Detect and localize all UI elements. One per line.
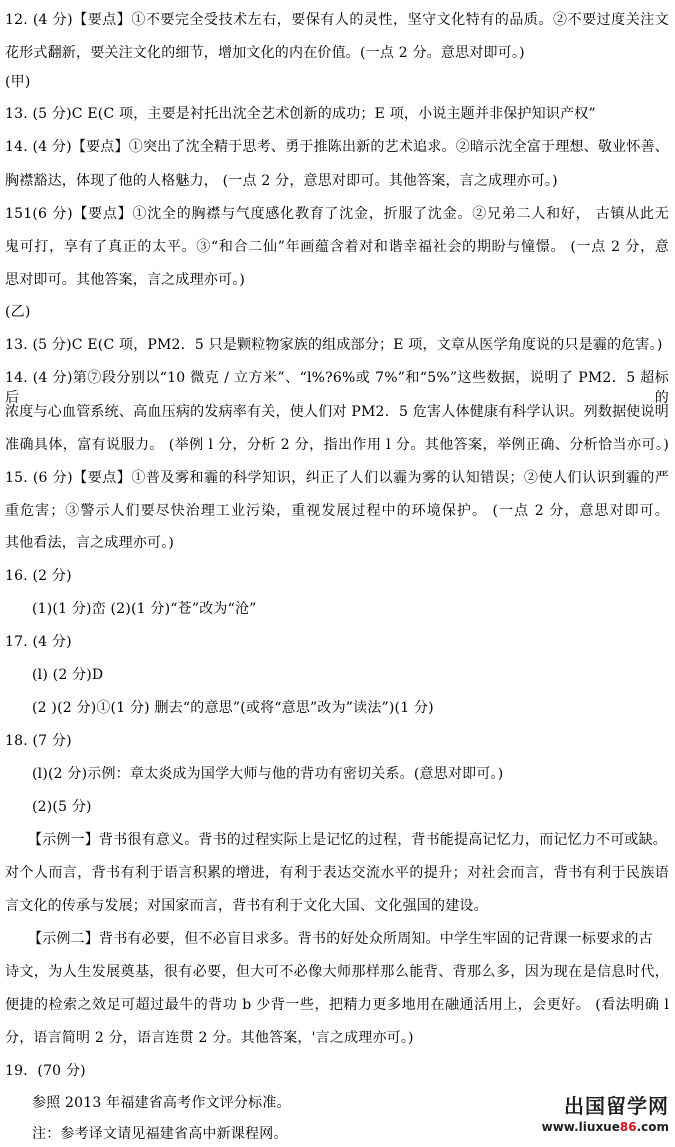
watermark-url-suffix: .com	[636, 1120, 669, 1134]
watermark-url-prefix: www.liuxue	[541, 1120, 620, 1134]
answer-yi-14-line-3: 准确具体，富有说服力。 (举例 l 分，分析 2 分，指出作用 l 分。其他答案，举例正确、分析恰当亦可。)	[5, 437, 669, 453]
answer-jia-15-line-1: 151(6 分)【要点】①沈全的胸襟与气度感化教育了沈金，折服了沈金。②兄弟二人和好， 古镇从此无	[5, 206, 669, 222]
answer-17-part-1: (l) (2 分)D	[32, 667, 104, 683]
answer-jia-15-line-2: 鬼可打，享有了真正的太平。③“和合二仙”年画蕴含着对和谐幸福社会的期盼与憧憬。 (一点 2 分，意	[5, 239, 669, 255]
example-2-line-1: 【示例二】背书有必要，但不必盲目求多。背书的好处众所周知。中学生牢固的记背课一标要求的古	[28, 931, 653, 947]
section-yi-heading: (乙)	[5, 304, 31, 320]
answer-17-heading: 17. (4 分)	[5, 634, 72, 650]
example-1-line-3: 言文化的传承与发展；对国家而言，背书有利于文化大国、文化强国的建设。	[5, 898, 488, 914]
answer-yi-15-line-1: 15. (6 分)【要点】①普及雾和霾的科学知识，纠正了人们以霾为雾的认知错误；②使人们认识到霾的严	[5, 470, 669, 486]
answer-jia-15-line-3: 思对即可。其他答案，言之成理亦可。)	[5, 272, 246, 288]
watermark-url	[519, 1119, 669, 1135]
answer-yi-14-line-2: 浓度与心血管系统、高血压病的发病率有关，使人们对 PM2．5 危害人体健康有科学认识。列数据使说明	[5, 404, 669, 420]
answer-16-heading: 16. (2 分)	[5, 568, 72, 584]
answer-jia-14-line-2: 胸襟豁达，体现了他的人格魅力， (一点 2 分，意思对即可。其他答案，言之成理亦可。)	[5, 173, 558, 189]
answer-19-reference: 参照 2013 年福建省高考作文评分标准。	[32, 1095, 291, 1111]
example-2-line-4: 分，语言简明 2 分，语言连贯 2 分。其他答案，'言之成理亦可。)	[5, 1030, 414, 1046]
watermark-url-number: 86	[619, 1120, 637, 1134]
watermark-title: 出国留学网	[564, 1094, 669, 1118]
example-2-line-3: 便捷的检索之效足可超过最牛的背功 b 少背一些，把精力更多地用在融通活用上，会更好。 (看法明确 l	[5, 997, 669, 1013]
answer-jia-13: 13. (5 分)C E(C 项，主要是衬托出沈全艺术创新的成功；E 项，小说主题并非保护知识产权”	[5, 106, 596, 122]
example-1-line-1: 【示例一】背书很有意义。背书的过程实际上是记忆的过程，背书能提高记忆力，而记忆力不可或缺。	[28, 832, 667, 848]
answer-18-part-2-heading: (2)(5 分)	[32, 799, 92, 815]
translation-note: 注：参考译文请见福建省高中新课程网。	[32, 1126, 288, 1142]
answer-yi-15-line-3: 其他看法，言之成理亦可。)	[5, 535, 175, 551]
example-2-line-2: 诗文，为人生发展奠基，很有必要，但大可不必像大师那样那么能背、背那么多，因为现在是信息时代，	[5, 964, 669, 980]
site-watermark-logo	[519, 1093, 669, 1141]
answer-yi-15-line-2: 重危害；③警示人们要尽快治理工业污染，重视发展过程中的环境保护。 (一点 2 分，意思对即可。	[5, 503, 669, 519]
answer-17-part-2: (2 )(2 分)①(1 分) 删去“的意思”(或将“意思”改为”读法”)(1 分)	[32, 700, 434, 716]
section-jia-heading: (甲)	[5, 74, 31, 90]
answer-12-line-2: 花形式翻新，要关注文化的细节，增加文化的内在价值。(一点 2 分。意思对即可。)	[5, 45, 525, 61]
answer-12-line-1: 12. (4 分)【要点】①不要完全受技术左右，要保有人的灵性，坚守文化特有的品质。②不要过度关注文	[5, 12, 669, 28]
example-1-line-2: 对个人而言，背书有利于语言积累的增进，有利于表达交流水平的提升；对社会而言，背书有利于民族语	[5, 865, 669, 881]
answer-18-heading: 18. (7 分)	[5, 733, 72, 749]
answer-16-detail: (1)(1 分)峦 (2)(1 分)“苍”改为“沧”	[32, 601, 257, 617]
answer-18-part-1: (l)(2 分)示例：章太炎成为国学大师与他的背功有密切关系。(意思对即可。)	[32, 766, 504, 782]
answer-yi-13: 13. (5 分)C E(C 项，PM2．5 只是颗粒物家族的组成部分；E 项，文章从医学角度说的只是霾的危害。)	[5, 337, 663, 353]
answer-19-heading: 19．(70 分)	[5, 1063, 86, 1079]
answer-jia-14-line-1: 14. (4 分)【要点】①突出了沈全精于思考、勇于推陈出新的艺术追求。②暗示沈全富于理想、敬业怀善、	[5, 139, 669, 155]
answer-yi-14-line-1: 14. (4 分)第⑦段分别以“10 微克 / 立方米”、“l%?6%或 7%”和“5%”这些数据，说明了 PM2．5 超标后的	[5, 370, 669, 406]
